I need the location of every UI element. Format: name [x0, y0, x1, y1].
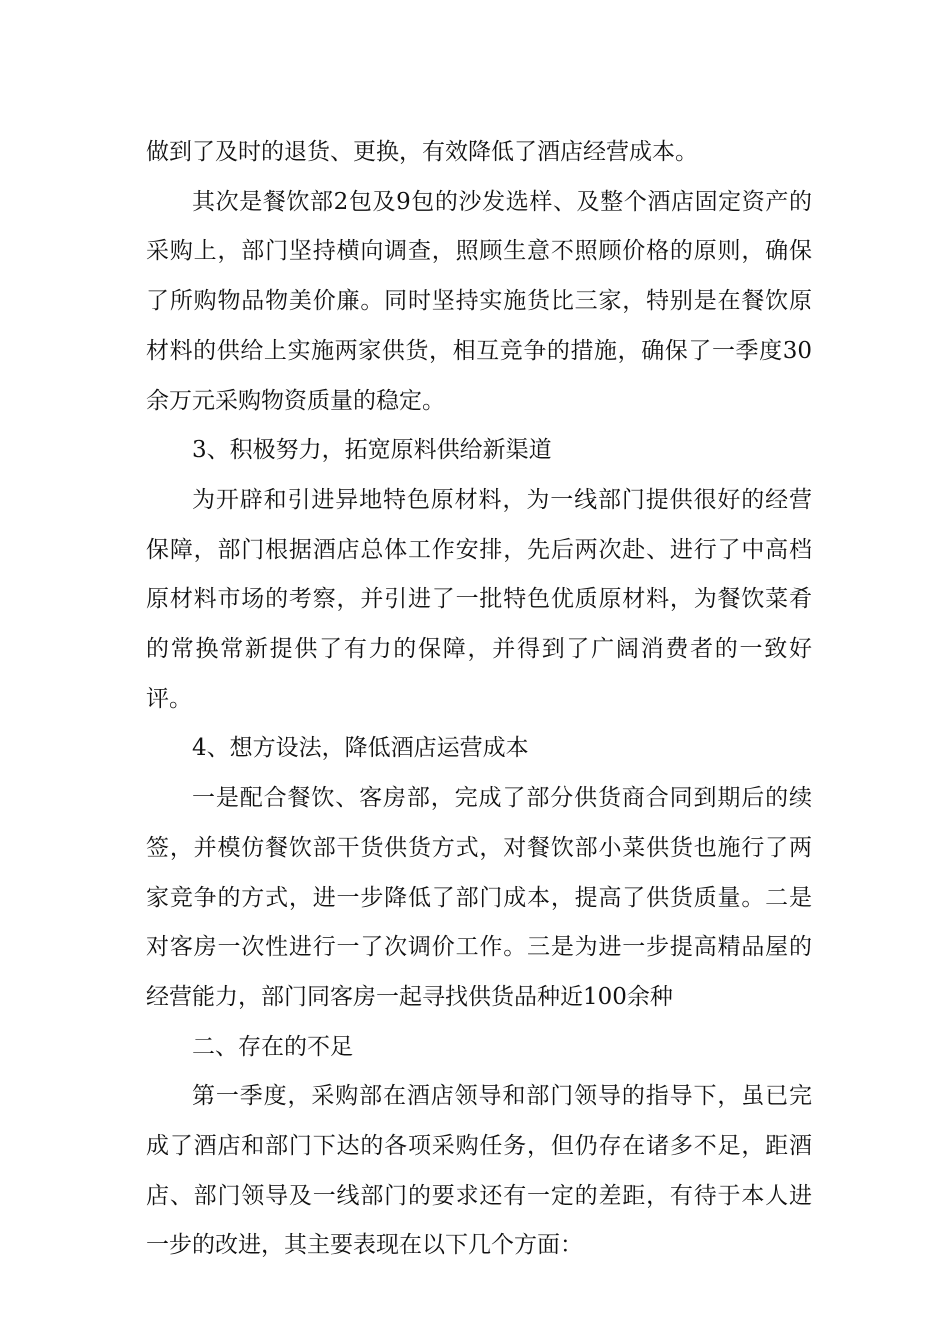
section-heading-shortcomings: 二、存在的不足 — [192, 1033, 353, 1060]
section-heading-reduce-costs: 4、想方设法，降低酒店运营成本 — [192, 735, 529, 762]
paragraph-furniture-procurement: 其次是餐饮部2包及9包的沙发选样、及整个酒店固定资产的采购上，部门坚持横向调查，照顾生意不照顾价格的原则，确保了所购物品物美价廉。同时坚持实施货比三家，特别是在餐饮原材料的供给上实施两家供货，相互竞争的措施，确保了一季度30余万元采购物资质量的稳定。 — [146, 188, 812, 414]
paragraph-supplier-contracts: 一是配合餐饮、客房部，完成了部分供货商合同到期后的续签，并模仿餐饮部干货供货方式，对餐饮部小菜供货也施行了两家竞争的方式，进一步降低了部门成本，提高了供货质量。二是对客房一次性进行一了次调价工作。三是为进一步提高精品屋的经营能力，部门同客房一起寻找供货品种近100余种 — [146, 785, 812, 1010]
document-body — [146, 128, 812, 1271]
paragraph-specialty-materials: 为开辟和引进异地特色原材料，为一线部门提供很好的经营保障，部门根据酒店总体工作安排，先后两次赴、进行了中高档原材料市场的考察，并引进了一批特色优质原材料，为餐饮菜肴的常换常新提供了有力的保障，并得到了广阔消费者的一致好评。 — [146, 486, 812, 712]
paragraph-first-quarter-review: 第一季度，采购部在酒店领导和部门领导的指导下，虽已完成了酒店和部门下达的各项采购任务，但仍存在诸多不足，距酒店、部门领导及一线部门的要求还有一定的差距，有待于本人进一步的改进，其主要表现在以下几个方面： — [146, 1083, 812, 1259]
section-heading-new-channels: 3、积极努力，拓宽原料供给新渠道 — [192, 437, 552, 464]
paragraph-cost-reduction-end: 做到了及时的退货、更换，有效降低了酒店经营成本。 — [146, 139, 698, 165]
